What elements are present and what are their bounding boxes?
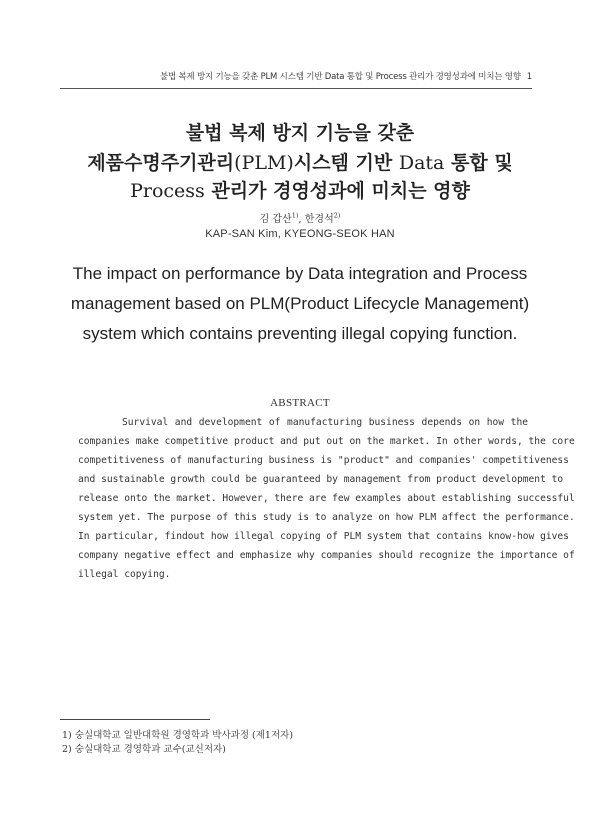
abstract-line: company negative effect and emphasize why companies should recognize the importance of [78,550,575,561]
abstract-line: release onto the market. However, there are few examples about establishing successful [78,493,575,504]
authors-english: KAP-SAN Kim, KYEONG-SEOK HAN [205,228,395,240]
footnote: 1) 숭실대학교 일반대학원 경영학과 박사과정 (제1저자) [62,730,294,741]
abstract-line: competitiveness of manufacturing business is "product" and companies' competitiveness [78,455,569,466]
footnote-rule [60,719,210,720]
footnote: 2) 숭실대학교 경영학과 교수(교신저자) [62,744,226,755]
author-separator: , [298,214,305,225]
english-title-line-1: The impact on performance by Data integration and Process [72,264,528,283]
abstract-line: companies make competitive product and put out on the market. In other words, the core [78,436,575,447]
author-name: 한경석 [304,214,334,225]
author-name: 김 갑산 [259,214,292,225]
abstract-heading: ABSTRACT [270,397,330,409]
abstract-line: In particular, findout how illegal copying of PLM system that contains know-how gives [78,531,569,542]
korean-title-segment: Process [130,180,205,202]
korean-title-segment: 통합 및 [444,152,513,174]
korean-title-line-1: 불법 복제 방지 기능을 갖춘 [185,122,415,144]
abstract-line: illegal copying. [78,569,171,580]
korean-title-segment: 관리가 경영성과에 미치는 영향 [204,180,470,202]
korean-title-line-2 [40,148,560,175]
page-number: 1 [526,72,532,82]
running-header-text: 불법 복제 방지 기능을 갖춘 PLM 시스템 기반 Data 통합 및 Process 관리가 경영성과에 미치는 영향 [159,72,521,82]
korean-title-segment: 제품수명주기관리 [87,152,235,174]
korean-title-line-3 [40,176,560,203]
abstract-line: Survival and development of manufacturing business depends on how the [122,417,528,428]
footnote-marker: 2) [333,211,341,220]
abstract-line: and sustainable growth could be guaranteed by management from product development to [78,474,564,485]
korean-title-segment: Data [398,152,445,174]
running-header [60,70,532,82]
korean-title-segment: (PLM) [234,152,294,174]
footnote-marker: 1) [291,211,299,220]
korean-title-segment: 시스템 기반 [293,152,399,174]
authors-korean [0,210,600,225]
abstract-line: system yet. The purpose of this study is to analyze on how PLM affect the performance. [78,512,575,523]
english-title-line-2: management based on PLM(Product Lifecycle Management) [70,294,530,313]
english-title-line-3: system which contains preventing illegal copying function. [82,324,518,343]
header-rule [60,88,532,89]
